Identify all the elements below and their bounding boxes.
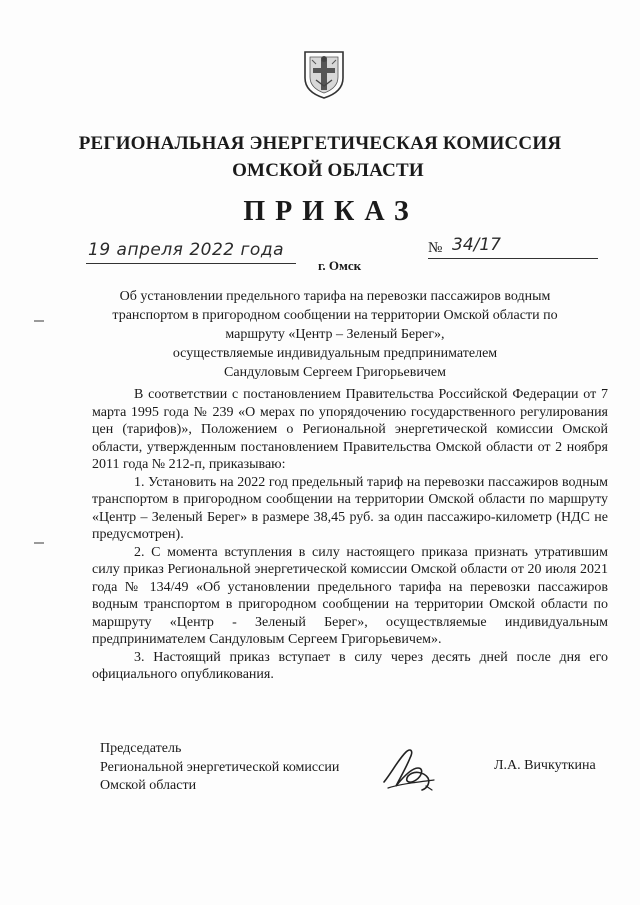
handwritten-date: 19 апреля 2022 года: [88, 240, 284, 260]
order-subject: [100, 287, 570, 382]
clause-2: 2. С момента вступления в силу настоящего приказа признать утратившим силу приказ Региональной энергетической комиссии Омской области от 20 июля 2021 года № 134/49 «Об установлении предельного тарифа на перевозки пассажиров водным транспортом в пригородном сообщении на территории Омской области по маршруту «Центр - Зеленый Берег», осуществляемые индивидуальным предпринимателем Сандуловым Сергеем Григорьевичем».: [92, 544, 608, 647]
signatory-title-line: Председатель: [100, 741, 182, 756]
city-label: г. Омск: [318, 258, 362, 273]
order-body: [92, 386, 608, 684]
clause-1: 1. Установить на 2022 год предельный тариф на перевозки пассажиров водным транспортом в пригородном сообщении на территории Омской области по маршруту «Центр – Зеленый Берег» в размере 38,45 руб. за один пассажиро-километр (НДС не предусмотрен).: [92, 474, 608, 542]
handwritten-order-number: 34/17: [452, 235, 501, 255]
margin-mark: [34, 320, 44, 322]
handwritten-signature-icon: [378, 742, 448, 798]
signatory-name: Л.А. Вичкуткина: [494, 758, 596, 773]
document-type-title: ПРИКАЗ: [243, 196, 419, 227]
clause-3: 3. Настоящий приказ вступает в силу через десять дней после дня его официального опубликования.: [92, 649, 608, 682]
subject-line: осуществляемые индивидуальным предпринимателем: [172, 346, 498, 361]
signatory-title-line: Региональной энергетической комиссии: [100, 759, 340, 775]
date-underline: [86, 263, 296, 264]
subject-line: Об установлении предельного тарифа на перевозки пассажиров водным: [119, 289, 551, 304]
number-underline: [428, 258, 598, 259]
margin-mark: [34, 542, 44, 544]
subject-line: транспортом в пригородном сообщении на территории Омской области по: [112, 308, 558, 323]
coat-of-arms-icon: [302, 48, 346, 100]
organization-name-line1: РЕГИОНАЛЬНАЯ ЭНЕРГЕТИЧЕСКАЯ КОМИССИЯ: [78, 133, 562, 154]
subject-line: Сандуловым Сергеем Григорьевичем: [224, 365, 446, 380]
signatory-title: [100, 740, 339, 796]
number-sign: №: [428, 240, 443, 256]
subject-line: маршруту «Центр – Зеленый Берег»,: [225, 327, 445, 342]
organization-name-line2: ОМСКОЙ ОБЛАСТИ: [232, 160, 424, 181]
preamble-paragraph: В соответствии с постановлением Правительства Российской Федерации от 7 марта 1995 года № 239 «О мерах по упорядочению государственного регулирования цен (тарифов)», Положением о Региональной энергетической комиссии Омской области, утвержденным постановлением Правительства Омской области от 2 ноября 2011 года № 212-п, приказываю:: [92, 387, 608, 472]
signatory-title-line: Омской области: [100, 778, 197, 793]
